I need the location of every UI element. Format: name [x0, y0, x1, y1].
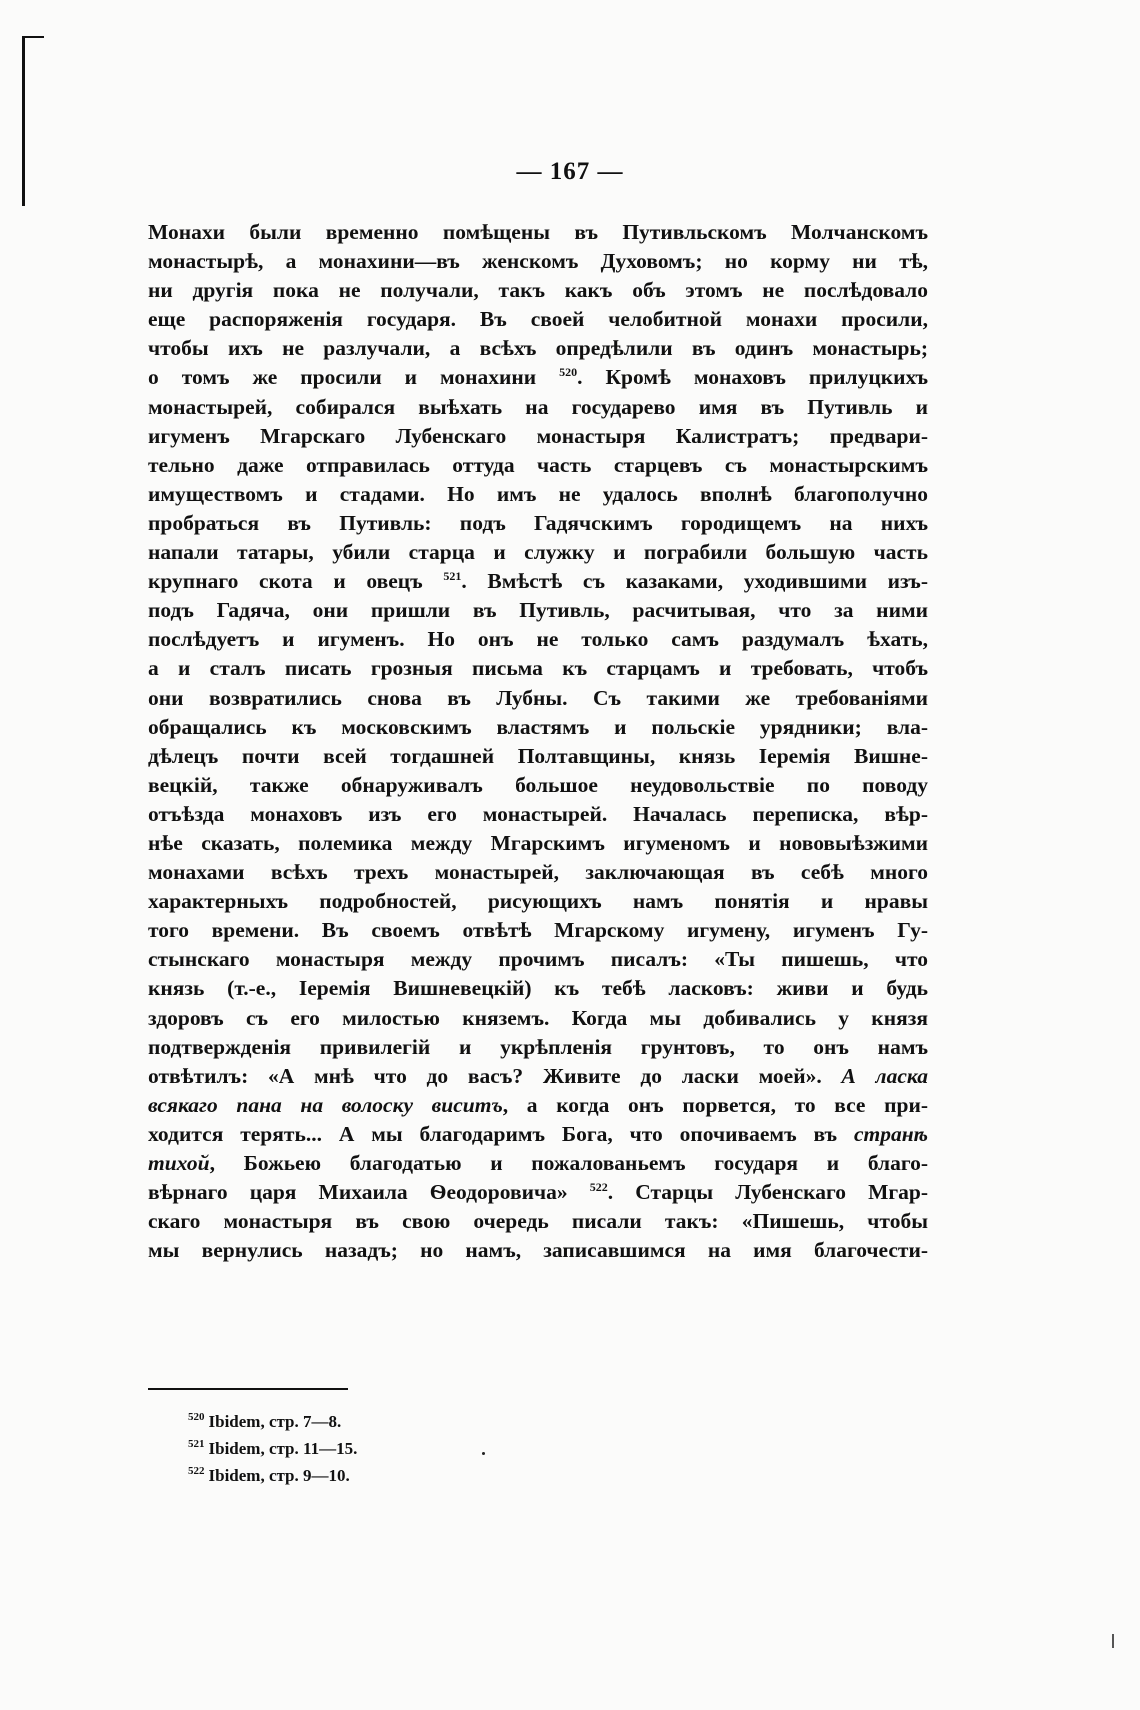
- scan-edge-tick: [1112, 1634, 1114, 1648]
- footnote: [188, 1408, 357, 1435]
- footnote-number: 521: [188, 1438, 205, 1451]
- footnote: [188, 1462, 357, 1489]
- italic-phrase: всякаго пана на волоску виситъ: [148, 1092, 503, 1117]
- text-segment: ходится терять... А мы благодаримъ Бога, что опочиваемъ въ: [148, 1121, 838, 1146]
- footnote-ref[interactable]: 521: [443, 568, 462, 583]
- text-segment: . Старцы Лубенскаго Мгар-: [607, 1180, 928, 1205]
- text-line: игуменъ Мгарскаго Лубенскаго монастыря Калистратъ; предвари-: [148, 423, 928, 448]
- text-line: [148, 567, 928, 596]
- text-segment: . Кромѣ монаховъ прилуцкихъ: [577, 365, 928, 390]
- text-line: пробраться въ Путивль: подъ Гадячскимъ городищемъ на нихъ: [148, 510, 928, 535]
- text-line: того времени. Въ своемъ отвѣтѣ Мгарскому игумену, игуменъ Гу-: [148, 918, 928, 943]
- text-line: ни другія пока не получали, такъ какъ объ этомъ не послѣдовало: [148, 278, 928, 303]
- text-line: дѣлецъ почти всей тогдашней Полтавщины, князь Іеремія Вишне-: [148, 743, 928, 768]
- text-line: подтвержденія привилегій и укрѣпленія грунтовъ, то онъ намъ: [148, 1034, 928, 1059]
- footnote: [188, 1435, 357, 1462]
- text-line: тельно даже отправилась оттуда часть старцевъ съ монастырскимъ: [148, 452, 928, 477]
- scan-corner-mark: [22, 36, 44, 38]
- text-line: чтобы ихъ не разлучали, а всѣхъ опредѣлили въ одинъ монастырь;: [148, 336, 928, 361]
- footnote-ref[interactable]: 522: [589, 1179, 608, 1194]
- footnote-text: Ibidem, стр. 11—15.: [208, 1439, 358, 1458]
- text-line: подъ Гадяча, они пришли въ Путивль, расчитывая, что за ними: [148, 598, 928, 623]
- text-line: монастырѣ, а монахини—въ женскомъ Духовомъ; но корму ни тѣ,: [148, 249, 928, 274]
- text-line: скаго монастыря въ свою очередь писали такъ: «Пишешь, чтобы: [148, 1209, 928, 1234]
- text-line: [148, 1062, 928, 1091]
- text-segment: о томъ же просили и монахини: [148, 365, 537, 390]
- text-line: вецкій, также обнаруживалъ большое неудовольствіе по поводу: [148, 772, 928, 797]
- text-line: здоровъ съ его милостью княземъ. Когда мы добивались у князя: [148, 1005, 928, 1030]
- text-line: обращались къ московскимъ властямъ и польскіе урядники; вла-: [148, 714, 928, 739]
- text-line: стынскаго монастыря между прочимъ писалъ: «Ты пишешь, что: [148, 947, 928, 972]
- text-segment: , а когда онъ порвется, то все при-: [502, 1092, 928, 1117]
- footnote-ref[interactable]: 520: [559, 365, 578, 380]
- text-line: а и сталъ писать грозныя письма къ старцамъ и требовать, чтобъ: [148, 656, 928, 681]
- footnote-number: 522: [188, 1465, 205, 1478]
- italic-phrase: тихой: [148, 1151, 210, 1175]
- text-line: Монахи были временно помѣщены въ Путивльскомъ Молчанскомъ: [148, 220, 928, 244]
- text-line: [148, 1178, 928, 1207]
- text-line: [148, 363, 928, 392]
- italic-phrase: странѣ: [853, 1121, 928, 1146]
- body-text: [148, 218, 928, 1265]
- text-segment: , Божьею благодатью и пожалованьемъ государя и благо-: [209, 1151, 928, 1175]
- footnotes: [188, 1408, 357, 1489]
- footnote-text: Ibidem, стр. 9—10.: [208, 1466, 350, 1485]
- text-line: послѣдуетъ и игуменъ. Но онъ не только самъ раздумалъ ѣхать,: [148, 627, 928, 652]
- text-line: имуществомъ и стадами. Но имъ не удалось вполнѣ благополучно: [148, 481, 928, 506]
- text-line: монахами всѣхъ трехъ монастырей, заключающая въ себѣ много: [148, 860, 928, 885]
- text-line: еще распоряженія государя. Въ своей челобитной монахи просили,: [148, 307, 928, 332]
- text-line: мы вернулись назадъ; но намъ, записавшимся на имя благочести-: [148, 1238, 928, 1263]
- text-line: отъѣзда монаховъ изъ его монастырей. Началась переписка, вѣр-: [148, 801, 928, 826]
- italic-phrase: А ласка: [841, 1063, 928, 1088]
- text-segment: . Вмѣстѣ съ казаками, уходившими изъ-: [461, 569, 928, 594]
- text-line: напали татары, убили старца и служку и пограбили большую часть: [148, 540, 928, 565]
- text-line: монастырей, собирался выѣхать на государево имя въ Путивль и: [148, 394, 928, 419]
- text-segment: вѣрнаго царя Михаила Ѳеодоровича»: [148, 1180, 568, 1205]
- text-line: [148, 1091, 928, 1120]
- text-segment: крупнаго скота и овецъ: [148, 569, 423, 594]
- footnote-divider: [148, 1388, 348, 1390]
- text-segment: отвѣтилъ: «А мнѣ что до васъ? Живите до ласки моей».: [148, 1063, 822, 1088]
- footnote-number: 520: [188, 1411, 205, 1424]
- page-number: — 167 —: [516, 158, 624, 185]
- scan-speck: [482, 1452, 485, 1455]
- text-line: характерныхъ подробностей, рисующихъ намъ понятія и нравы: [148, 889, 928, 914]
- text-line: [148, 1120, 928, 1149]
- footnote-text: Ibidem, стр. 7—8.: [208, 1412, 342, 1431]
- text-line: они возвратились снова въ Лубны. Съ такими же требованіями: [148, 685, 928, 710]
- text-line: князь (т.-е., Іеремія Вишневецкій) къ тебѣ ласковъ: живи и будь: [148, 976, 928, 1001]
- text-line: нѣе сказать, полемика между Мгарскимъ игуменомъ и нововыѣзжими: [148, 830, 928, 855]
- text-line: [148, 1149, 928, 1178]
